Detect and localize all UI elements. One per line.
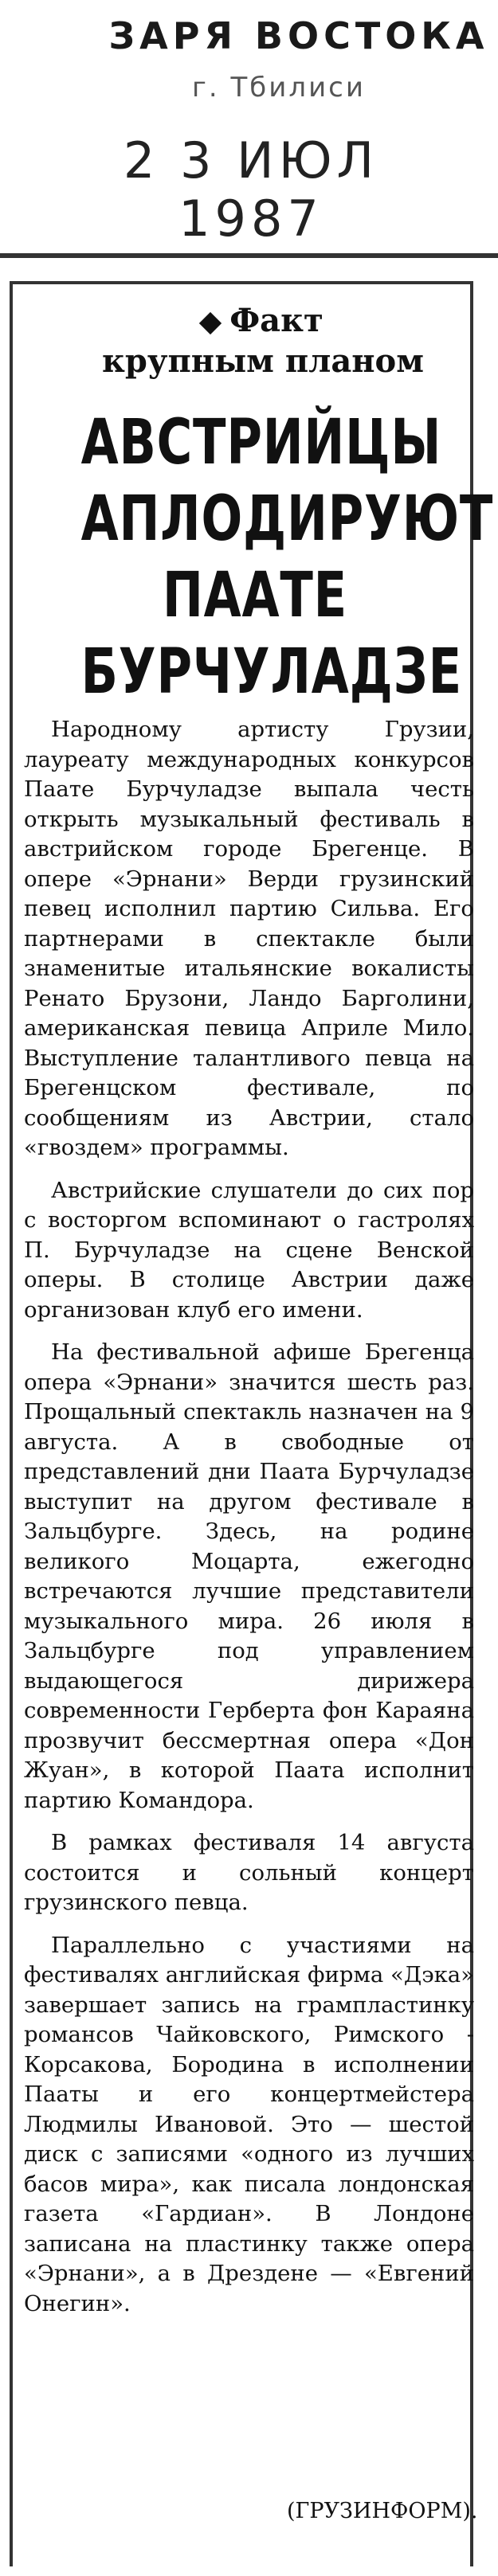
article-body: [24, 715, 474, 2332]
paragraph: Параллельно с участиями на фестивалях английская фирма «Дэка» завершает запись на грампластинку романсов Чайковского, Римского - Корсакова, Бородина в исполнении Пааты и его концертмейстера Людмилы Ивановой. Это — шестой диск с записями «одного из лучших басов мира», как писала лондонская газета «Гардиан». В Лондоне записана на пластинку также опера «Эрнани», а в Дрездене — «Евгений Онегин».: [24, 1932, 474, 2316]
rubric-line-2: крупным планом: [102, 342, 424, 380]
headline: [80, 405, 494, 710]
article: [0, 269, 498, 2576]
paragraph: Австрийские слушатели до сих пор с восторгом вспоминают о гастролях П. Бурчуладзе на сцене Венской оперы. В столице Австрии даже организован клуб его имени.: [24, 1177, 474, 1323]
headline-line: ПААТЕ: [162, 560, 348, 631]
paragraph: В рамках фестиваля 14 августа состоится и сольный концерт грузинского певца.: [24, 1830, 474, 1915]
paragraph: Народному артисту Грузии, лауреату международных конкурсов Паате Бурчуладзе выпала честь открыть музыкальный фестиваль в австрийском городе Брегенце. В опере «Эрнани» Верди грузинский певец исполнил партию Сильва. Его партнерами в спектакле были знаменитые итальянские вокалисты Ренато Брузони, Ландо Барголини, американская певица Априле Мило. Выступление талантливого певца на Брегенцском фестивале, по сообщениям из Австрии, стало «гвоздем» программы.: [24, 717, 474, 1160]
rubric-line-1: Факт: [229, 302, 324, 339]
clipping-header: [0, 0, 498, 263]
header-divider: [0, 253, 498, 258]
headline-line: БУРЧУЛАДЗЕ: [80, 636, 462, 708]
paragraph: На фестивальной афише Брегенца опера «Эрнани» значится шесть раз. Прощальный спектакль назначен на 9 августа. А в свободные от представлений дни Паата Бурчуладзе выступит на другом фестивале в Зальцбурге. Здесь, на родине великого Моцарта, ежегодно встречаются лучшие представители музыкального мира. 26 июля в Зальцбурге под управлением выдающегося дирижера современности Герберта фон Караяна прозвучит бессмертная опера «Дон Жуан», в которой Паата исполнит партию Командора.: [24, 1339, 474, 1813]
headline-line: АПЛОДИРУЮТ: [80, 483, 494, 555]
newspaper-name: ЗАРЯ ВОСТОКА: [108, 14, 489, 57]
diamond-icon: [199, 312, 222, 334]
date-stamp: 2 3 ИЮЛ 1987: [123, 131, 379, 248]
rubric: [48, 301, 478, 341]
news-agency-credit: (ГРУЗИНФОРМ).: [287, 2499, 478, 2523]
headline-line: АВСТРИЙЦЫ: [80, 407, 442, 479]
city-stamp: г. Тбилиси: [192, 72, 366, 104]
